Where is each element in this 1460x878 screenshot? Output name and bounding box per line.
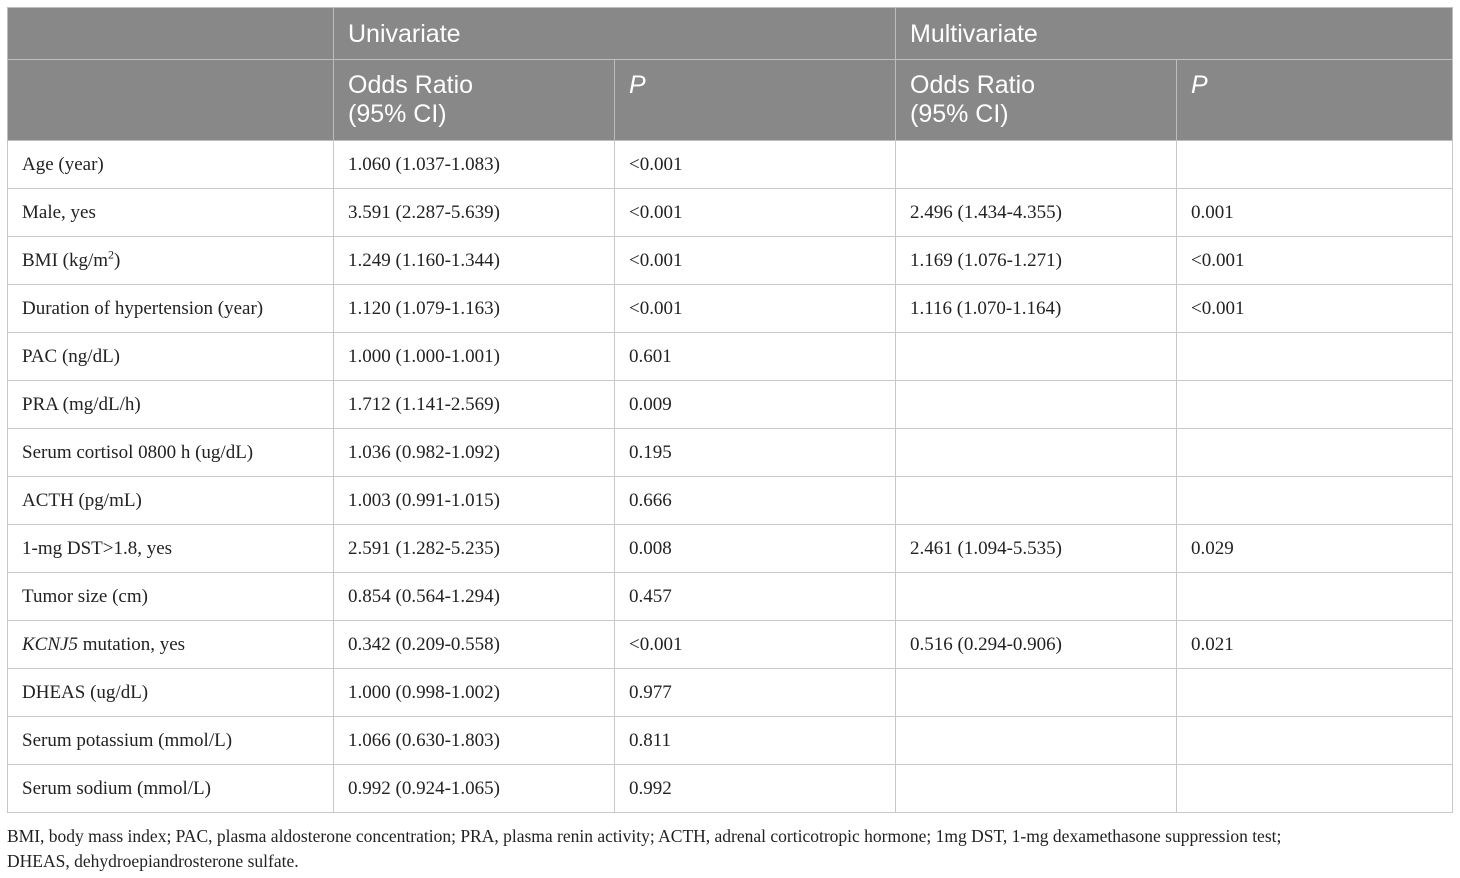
header-or-line1: Odds Ratio (910, 71, 1036, 99)
header-multivariate: Multivariate (896, 8, 1453, 60)
table-row (8, 285, 1453, 333)
table-row (8, 525, 1453, 573)
multivariate-p-cell (1177, 141, 1453, 189)
univariate-or-cell: 2.591 (1.282-5.235) (334, 525, 615, 573)
row-label: Tumor size (cm) (8, 573, 334, 621)
univariate-or-cell: 1.060 (1.037-1.083) (334, 141, 615, 189)
multivariate-or-cell: 2.461 (1.094-5.535) (896, 525, 1177, 573)
table-row (8, 717, 1453, 765)
multivariate-p-cell (1177, 381, 1453, 429)
row-label-suffix: mutation, yes (77, 633, 186, 655)
multivariate-p-cell: 0.021 (1177, 621, 1453, 669)
multivariate-p-cell: 0.029 (1177, 525, 1453, 573)
multivariate-or-cell (896, 381, 1177, 429)
row-label-superscript: 2 (108, 247, 115, 262)
row-label: Age (year) (8, 141, 334, 189)
table-row (8, 237, 1453, 285)
multivariate-or-cell: 0.516 (0.294-0.906) (896, 621, 1177, 669)
multivariate-p-cell (1177, 669, 1453, 717)
header-empty-cell (8, 60, 334, 141)
multivariate-p-cell (1177, 717, 1453, 765)
header-univariate-p: P (615, 60, 896, 141)
row-label-text: BMI (kg/m (22, 249, 109, 271)
row-label: DHEAS (ug/dL) (8, 669, 334, 717)
row-label: Serum cortisol 0800 h (ug/dL) (8, 429, 334, 477)
header-multivariate-p: P (1177, 60, 1453, 141)
univariate-p-cell: 0.195 (615, 429, 896, 477)
univariate-p-cell: <0.001 (615, 621, 896, 669)
multivariate-or-cell: 1.116 (1.070-1.164) (896, 285, 1177, 333)
univariate-or-cell: 1.249 (1.160-1.344) (334, 237, 615, 285)
univariate-p-cell: 0.009 (615, 381, 896, 429)
footnote-line1: BMI, body mass index; PAC, plasma aldosterone concentration; PRA, plasma renin activity; ACTH, adrenal corticotropic hormone; 1mg DST, 1-mg dexamethasone suppression test; (7, 826, 1282, 846)
multivariate-or-cell (896, 333, 1177, 381)
footnote-line2: DHEAS, dehydroepiandrosterone sulfate. (7, 851, 299, 871)
multivariate-p-cell: <0.001 (1177, 237, 1453, 285)
table-row (8, 621, 1453, 669)
row-label-gene: KCNJ5 (22, 633, 78, 655)
univariate-or-cell: 0.992 (0.924-1.065) (334, 765, 615, 813)
header-row-groups (8, 8, 1453, 60)
table-row (8, 333, 1453, 381)
header-row-columns (8, 60, 1453, 141)
header-univariate-or (334, 60, 615, 141)
row-label (8, 237, 334, 285)
multivariate-p-cell (1177, 429, 1453, 477)
header-or-line2: (95% CI) (348, 100, 447, 128)
multivariate-or-cell (896, 141, 1177, 189)
univariate-or-cell: 1.000 (1.000-1.001) (334, 333, 615, 381)
univariate-p-cell: 0.977 (615, 669, 896, 717)
header-or-line2: (95% CI) (910, 100, 1009, 128)
univariate-p-cell: 0.457 (615, 573, 896, 621)
table-footnote (7, 824, 1447, 874)
multivariate-or-cell: 2.496 (1.434-4.355) (896, 189, 1177, 237)
univariate-or-cell: 1.036 (0.982-1.092) (334, 429, 615, 477)
row-label: Serum potassium (mmol/L) (8, 717, 334, 765)
univariate-or-cell: 1.003 (0.991-1.015) (334, 477, 615, 525)
table-row (8, 573, 1453, 621)
univariate-or-cell: 1.000 (0.998-1.002) (334, 669, 615, 717)
univariate-p-cell: <0.001 (615, 285, 896, 333)
row-label: PAC (ng/dL) (8, 333, 334, 381)
row-label: Serum sodium (mmol/L) (8, 765, 334, 813)
multivariate-or-cell (896, 669, 1177, 717)
multivariate-p-cell (1177, 333, 1453, 381)
table-body (8, 141, 1453, 813)
table-row (8, 429, 1453, 477)
univariate-p-cell: 0.008 (615, 525, 896, 573)
univariate-p-cell: 0.992 (615, 765, 896, 813)
row-label (8, 621, 334, 669)
univariate-or-cell: 3.591 (2.287-5.639) (334, 189, 615, 237)
univariate-or-cell: 0.342 (0.209-0.558) (334, 621, 615, 669)
univariate-or-cell: 1.066 (0.630-1.803) (334, 717, 615, 765)
header-univariate: Univariate (334, 8, 896, 60)
multivariate-p-cell (1177, 477, 1453, 525)
table-row (8, 477, 1453, 525)
univariate-or-cell: 1.712 (1.141-2.569) (334, 381, 615, 429)
table-header (8, 8, 1453, 141)
univariate-or-cell: 1.120 (1.079-1.163) (334, 285, 615, 333)
multivariate-p-cell: 0.001 (1177, 189, 1453, 237)
header-or-line1: Odds Ratio (348, 71, 474, 99)
univariate-p-cell: 0.666 (615, 477, 896, 525)
table-row (8, 189, 1453, 237)
regression-table (7, 7, 1453, 813)
header-empty-cell (8, 8, 334, 60)
univariate-or-cell: 0.854 (0.564-1.294) (334, 573, 615, 621)
multivariate-or-cell: 1.169 (1.076-1.271) (896, 237, 1177, 285)
table-row (8, 141, 1453, 189)
univariate-p-cell: <0.001 (615, 237, 896, 285)
row-label: 1-mg DST>1.8, yes (8, 525, 334, 573)
row-label: Duration of hypertension (year) (8, 285, 334, 333)
row-label-suffix: ) (114, 249, 121, 271)
multivariate-or-cell (896, 429, 1177, 477)
regression-table-container (7, 7, 1452, 813)
multivariate-or-cell (896, 717, 1177, 765)
table-row (8, 381, 1453, 429)
multivariate-or-cell (896, 573, 1177, 621)
row-label: PRA (mg/dL/h) (8, 381, 334, 429)
univariate-p-cell: <0.001 (615, 141, 896, 189)
univariate-p-cell: 0.601 (615, 333, 896, 381)
multivariate-p-cell (1177, 765, 1453, 813)
table-row (8, 669, 1453, 717)
header-multivariate-or (896, 60, 1177, 141)
table-row (8, 765, 1453, 813)
univariate-p-cell: <0.001 (615, 189, 896, 237)
multivariate-p-cell (1177, 573, 1453, 621)
row-label: Male, yes (8, 189, 334, 237)
multivariate-p-cell: <0.001 (1177, 285, 1453, 333)
univariate-p-cell: 0.811 (615, 717, 896, 765)
multivariate-or-cell (896, 765, 1177, 813)
multivariate-or-cell (896, 477, 1177, 525)
row-label: ACTH (pg/mL) (8, 477, 334, 525)
